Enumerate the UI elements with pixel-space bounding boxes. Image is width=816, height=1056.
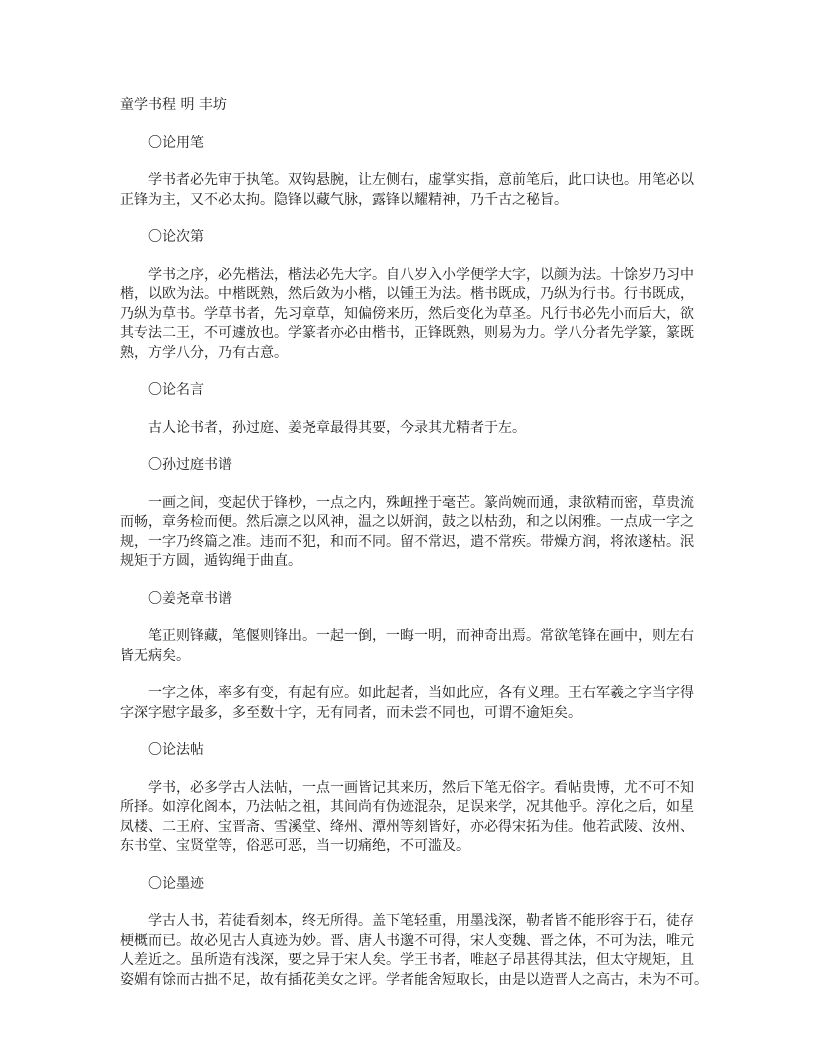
text-line: 楷，以欧为法。中楷既熟，然后敛为小楷，以锺王为法。楷书既成，乃纵为行书。行书既成， <box>120 286 694 302</box>
text-line: 所择。如淳化阁本，乃法帖之祖，其间尚有伪迹混杂，足误来学，况其他乎。淳化之后，如星 <box>120 799 694 815</box>
text-line: 熟，方学八分，乃有古意。 <box>120 344 288 361</box>
paragraph <box>120 912 710 990</box>
section <box>120 456 710 572</box>
text-line: 东书堂、宝贤堂等，俗恶可恶，当一切痛绝，不可滥及。 <box>120 838 470 854</box>
section <box>120 590 710 724</box>
paragraph <box>120 171 710 210</box>
text-line: 正锋为主，又不必太拘。隐锋以藏气脉，露锋以耀精神，乃千古之秘旨。 <box>120 191 568 208</box>
section-heading: 〇论法帖 <box>148 742 204 758</box>
document-body <box>120 134 710 991</box>
paragraph <box>120 627 710 666</box>
text-line: 学书，必多学古人法帖，一点一画皆记其来历，然后下笔无俗字。看帖贵博，尤不可不知 <box>148 779 694 796</box>
section-heading: 〇孙过庭书谱 <box>148 457 232 473</box>
paragraph <box>120 684 710 723</box>
paragraph <box>120 494 710 572</box>
text-line: 凤楼、二王府、宝晋斋、雪溪堂、绛州、潭州等刻皆好，亦必得宋拓为佳。他若武陵、汝州、 <box>120 818 694 835</box>
text-line: 学古人书，若徒看刻本，终无所得。盖下笔轻重，用墨浅深，勒者皆不能形容于石，徒存 <box>148 913 694 929</box>
text-line: 人差近之。虽所造有浅深，要之异于宋人矣。学王书者，唯赵子昂甚得其法，但太守规矩，且 <box>120 952 694 968</box>
text-line: 而畅，章务检而便。然后凛之以风神，温之以妍润，鼓之以枯劲，和之以闲雅。一点成一字之 <box>120 514 694 530</box>
text-line: 姿媚有馀而古拙不足，故有插花美女之评。学者能舍短取长，由是以造晋人之高古，未为不可。 <box>120 971 708 988</box>
document-title: 童学书程 明 丰坊 <box>120 97 227 113</box>
paragraph <box>120 779 710 857</box>
text-line: 一字之体，率多有变，有起有应。如此起者，当如此应，各有义理。王右军羲之字当字得 <box>148 685 694 701</box>
text-line: 规，一字乃终篇之准。违而不犯，和而不同。留不常迟，遣不常疾。带燥方润，将浓遂枯。泯 <box>120 533 694 550</box>
text-line: 字深字慰字最多，多至数十字，无有同者，而未尝不同也，可谓不逾矩矣。 <box>120 704 582 721</box>
section-heading: 〇论用笔 <box>148 134 204 151</box>
text-line: 规矩于方圆，遁钩绳于曲直。 <box>120 553 302 569</box>
section <box>120 228 710 363</box>
text-line: 古人论书者，孙过庭、姜尧章最得其要，今录其尤精者于左。 <box>148 419 526 436</box>
text-line: 一画之间，变起伏于锋杪，一点之内，殊衄挫于毫芒。篆尚婉而通，隶欲精而密，草贵流 <box>148 494 694 511</box>
text-line: 乃纵为草书。学草书者，先习章草，知偏傍来历，然后变化为草圣。凡行书必先小而后大，欲 <box>120 305 694 322</box>
section-heading: 〇论名言 <box>148 382 204 398</box>
text-line: 学书之序，必先楷法，楷法必先大字。自八岁入小学便学大字，以颜为法。十馀岁乃习中 <box>148 266 694 283</box>
section <box>120 134 710 211</box>
section-heading: 〇论次第 <box>148 229 204 245</box>
paragraph <box>120 266 710 364</box>
text-line: 学书者必先审于执笔。双钩悬腕，让左侧右，虚掌实指，意前笔后，此口诀也。用笔必以 <box>148 172 694 188</box>
document-page <box>120 96 710 1008</box>
text-line: 皆无病矣。 <box>120 647 190 664</box>
section <box>120 741 710 857</box>
section-heading: 〇姜尧章书谱 <box>148 590 232 607</box>
paragraph <box>120 419 710 439</box>
text-line: 笔正则锋藏，笔偃则锋出。一起一倒，一晦一明，而神奇出焉。常欲笔锋在画中，则左右 <box>148 628 694 644</box>
section-heading: 〇论墨迹 <box>148 875 204 892</box>
section <box>120 875 710 991</box>
text-line: 其专法二王，不可遽放也。学篆者亦必由楷书，正锋既熟，则易为力。学八分者先学篆，篆既 <box>120 325 694 341</box>
section <box>120 381 710 438</box>
text-line: 梗概而已。故必见古人真迹为妙。晋、唐人书邈不可得，宋人变魏、晋之体，不可为法，唯元 <box>120 932 694 949</box>
